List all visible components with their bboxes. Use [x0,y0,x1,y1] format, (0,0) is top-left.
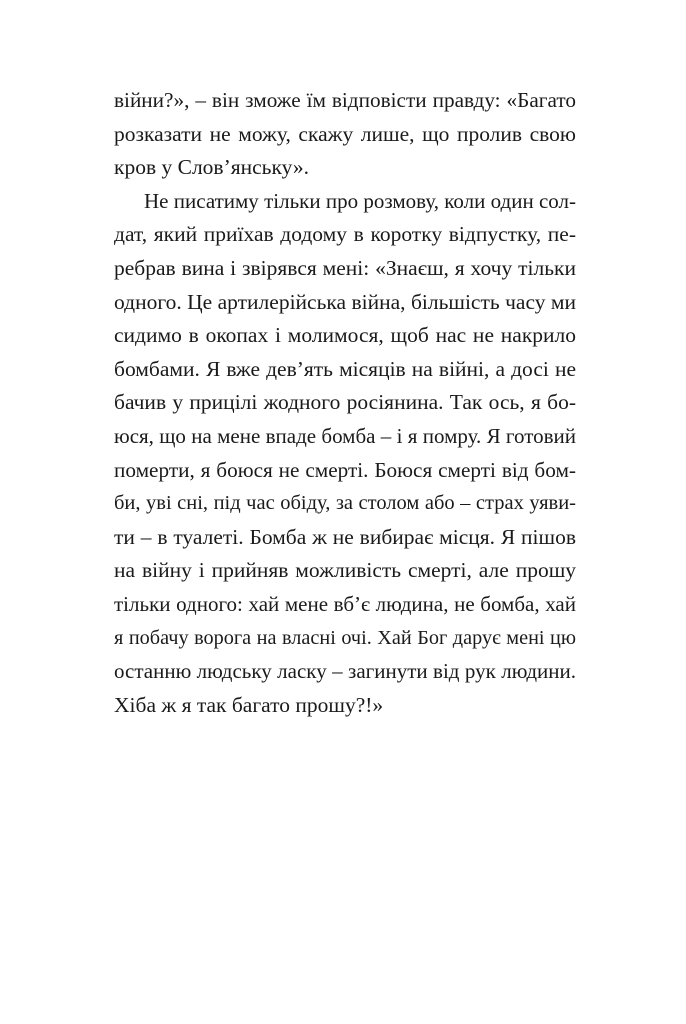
text-line: останню людську ласку – загинути від рук людини. [114,659,576,684]
text-line: я побачу ворога на власні очі. Хай Бог дарує мені цю [114,626,576,649]
text-line: померти, я боюся не смерті. Боюся смерті від бом- [114,457,576,482]
text-line: би, уві сні, під час обіду, за столом або – страх уяви- [114,492,576,515]
text-line: Хіба ж я так багато прошу?!» [114,692,384,717]
text-line: бачив у прицілі жодного росіянина. Так ось, я бо- [114,390,576,415]
paragraph [114,185,576,723]
text-line: юся, що на мене впаде бомба – і я помру. Я готовий [114,423,576,448]
text-line: розказати не можу, скажу лише, що пролив свою [114,121,576,146]
text-line: Не писатиму тільки про розмову, коли один сол- [144,188,576,213]
text-line: одного. Це артилерійська війна, більшість часу ми [114,289,576,314]
text-line: бомбами. Я вже дев’ять місяців на війні, а досі не [114,356,576,381]
text-line: на війну і прийняв можливість смерті, але прошу [114,558,576,583]
text-line: дат, який приїхав додому в коротку відпустку, пе- [114,222,576,247]
text-line: ти – в туалеті. Бомба ж не вибирає місця. Я пішов [114,524,576,549]
page-body-text [114,84,576,722]
paragraph [114,84,576,185]
text-line: ребрав вина і звірявся мені: «Знаєш, я хочу тільки [114,255,576,280]
text-line: сидимо в окопах і молимося, щоб нас не накрило [114,323,576,348]
text-line: кров у Слов’янську». [114,155,310,180]
text-line: тільки одного: хай мене вб’є людина, не бомба, хай [114,591,576,616]
text-line: війни?», – він зможе їм відповісти правду: «Багато [114,88,576,112]
